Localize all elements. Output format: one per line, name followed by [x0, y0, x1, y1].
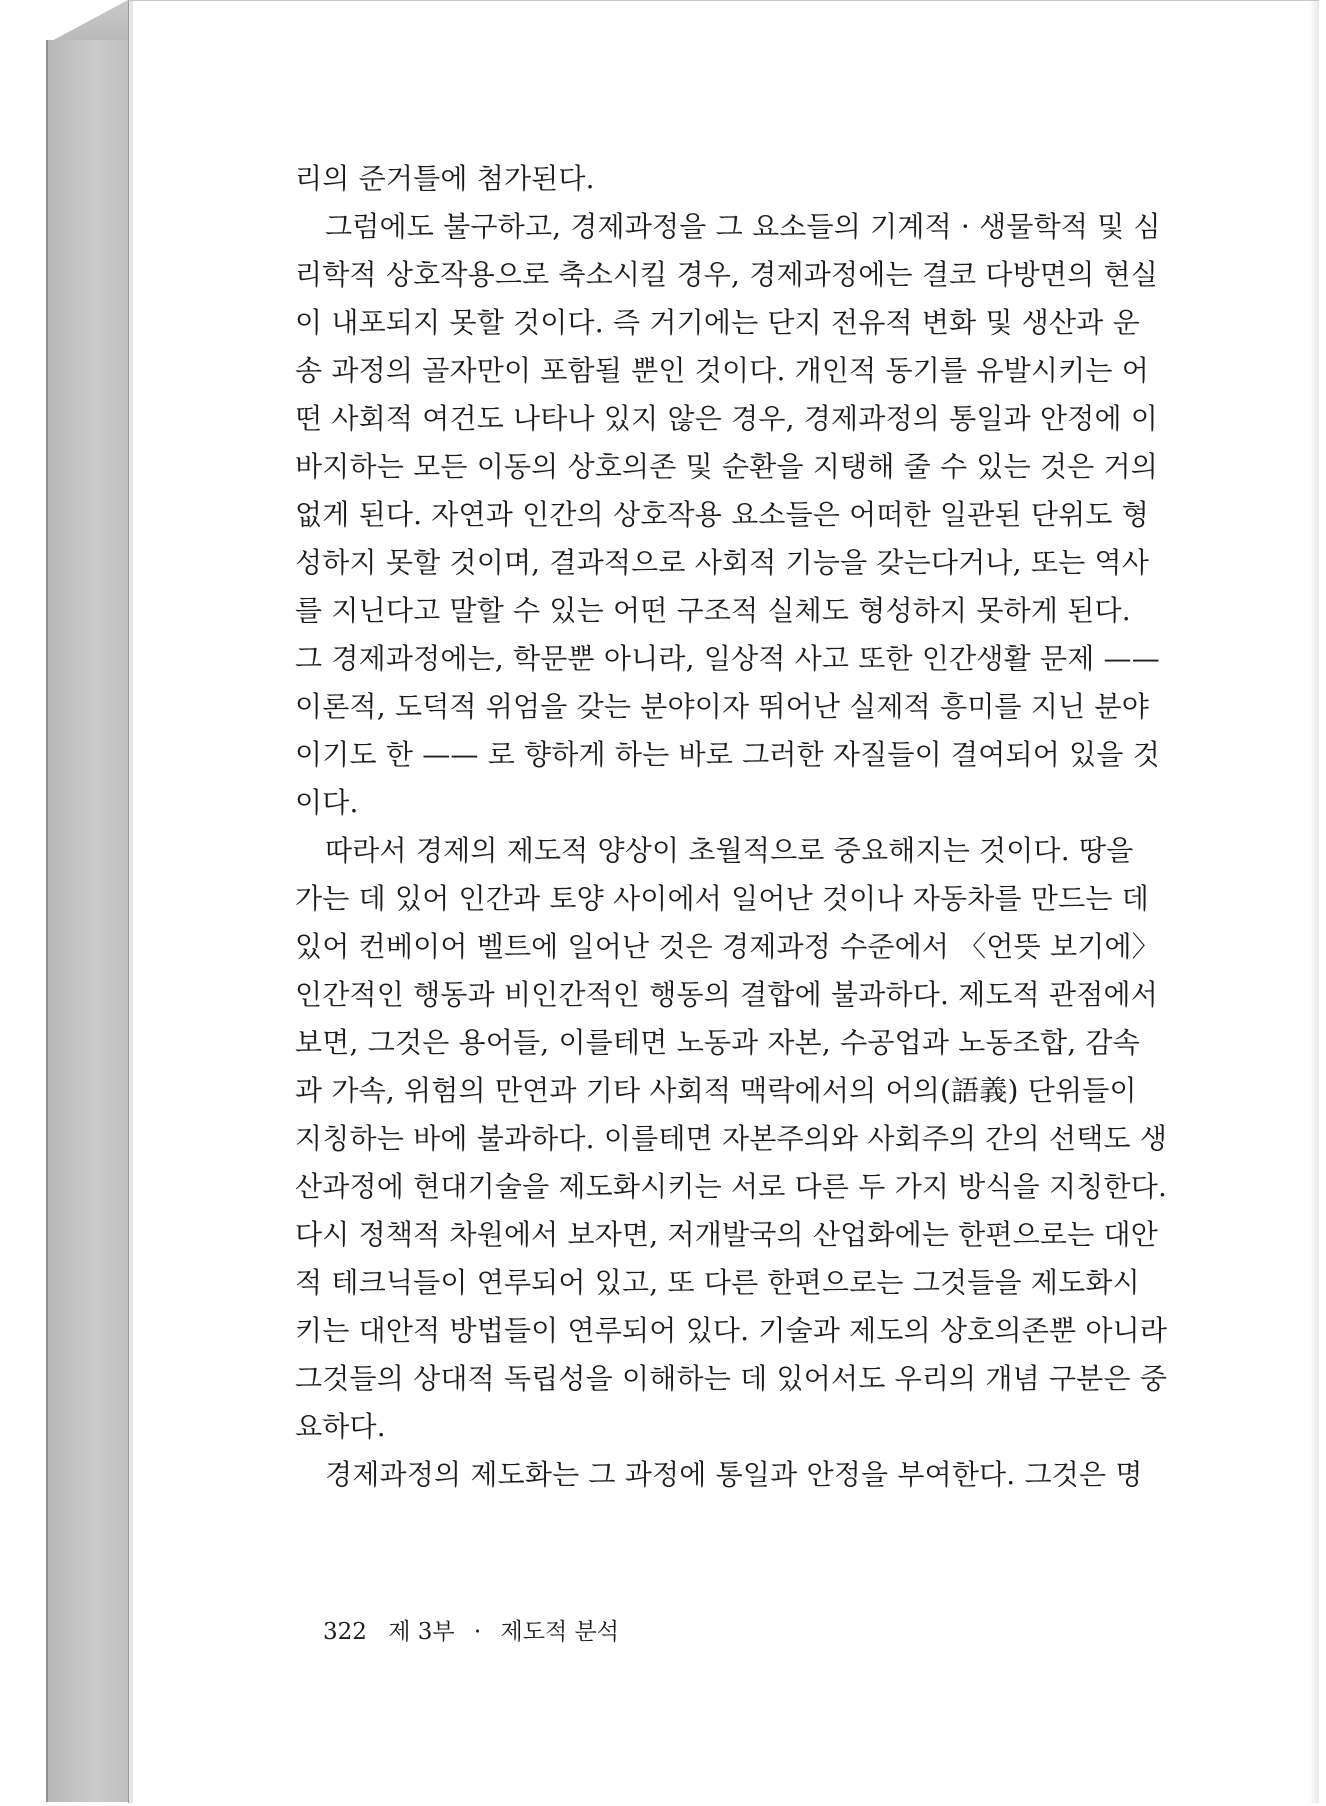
- text-line: 따라서 경제의 제도적 양상이 초월적으로 중요해지는 것이다. 땅을: [325, 834, 1134, 867]
- text-line: 이 내포되지 못할 것이다. 즉 거기에는 단지 전유적 변화 및 생산과 운: [295, 306, 1140, 339]
- text-line: 경제과정의 제도화는 그 과정에 통일과 안정을 부여한다. 그것은 명: [325, 1458, 1143, 1491]
- text-line: 과 가속, 위험의 만연과 기타 사회적 맥락에서의 어의(語義) 단위들이: [295, 1074, 1137, 1107]
- book-spine: [46, 40, 132, 1802]
- text-line: 있어 컨베이어 벨트에 일어난 것은 경제과정 수준에서 〈언뜻 보기에〉: [295, 930, 1160, 963]
- text-line: 키는 대안적 방법들이 연루되어 있다. 기술과 제도의 상호의존뿐 아니라: [295, 1314, 1168, 1347]
- page-footer: [323, 1613, 619, 1646]
- footer-section: 제도적 분석: [500, 1619, 619, 1645]
- text-line: 지칭하는 바에 불과하다. 이를테면 자본주의와 사회주의 간의 선택도 생: [295, 1122, 1168, 1155]
- text-line: 가는 데 있어 인간과 토양 사이에서 일어난 것이나 자동차를 만드는 데: [295, 882, 1149, 915]
- text-line: 송 과정의 골자만이 포함될 뿐인 것이다. 개인적 동기를 유발시키는 어: [295, 354, 1149, 387]
- text-line: 이기도 한 —— 로 향하게 하는 바로 그러한 자질들이 결여되어 있을 것: [295, 738, 1160, 771]
- text-line: 이다.: [295, 786, 359, 819]
- text-line: 이론적, 도덕적 위엄을 갖는 분야이자 뛰어난 실제적 흥미를 지닌 분야: [295, 690, 1149, 723]
- page-number: 322: [323, 1619, 367, 1645]
- text-line: 산과정에 현대기술을 제도화시키는 서로 다른 두 가지 방식을 지칭한다.: [295, 1170, 1168, 1203]
- text-line: 없게 된다. 자연과 인간의 상호작용 요소들은 어떠한 일관된 단위도 형: [295, 498, 1149, 531]
- text-line: 보면, 그것은 용어들, 이를테면 노동과 자본, 수공업과 노동조합, 감속: [295, 1026, 1140, 1059]
- text-line: 를 지닌다고 말할 수 있는 어떤 구조적 실체도 형성하지 못하게 된다.: [295, 594, 1131, 627]
- page-edge-shadow: [1309, 1, 1319, 1803]
- text-line: 다시 정책적 차원에서 보자면, 저개발국의 산업화에는 한편으로는 대안: [295, 1218, 1158, 1251]
- text-line: 바지하는 모든 이동의 상호의존 및 순환을 지탱해 줄 수 있는 것은 거의: [295, 450, 1159, 483]
- text-line: 요하다.: [295, 1410, 386, 1443]
- text-line: 성하지 못할 것이며, 결과적으로 사회적 기능을 갖는다거나, 또는 역사: [295, 546, 1149, 579]
- text-line: 떤 사회적 여건도 나타나 있지 않은 경우, 경제과정의 통일과 안정에 이: [295, 402, 1159, 435]
- text-line: 리의 준거틀에 첨가된다.: [295, 162, 595, 195]
- body-text: [295, 155, 1168, 1499]
- book-page: [128, 0, 1319, 1803]
- text-line: 인간적인 행동과 비인간적인 행동의 결합에 불과하다. 제도적 관점에서: [295, 978, 1158, 1011]
- text-line: 리학적 상호작용으로 축소시킬 경우, 경제과정에는 결코 다방면의 현실: [295, 258, 1158, 291]
- footer-part: 제 3부: [388, 1619, 455, 1645]
- text-line: 적 테크닉들이 연루되어 있고, 또 다른 한편으로는 그것들을 제도화시: [295, 1266, 1140, 1299]
- footer-separator: ·: [473, 1619, 482, 1645]
- text-line: 그것들의 상대적 독립성을 이해하는 데 있어서도 우리의 개념 구분은 중: [295, 1362, 1168, 1395]
- text-line: 그럼에도 불구하고, 경제과정을 그 요소들의 기계적 · 생물학적 및 심: [325, 210, 1161, 243]
- text-line: 그 경제과정에는, 학문뿐 아니라, 일상적 사고 또한 인간생활 문제 ——: [295, 642, 1160, 675]
